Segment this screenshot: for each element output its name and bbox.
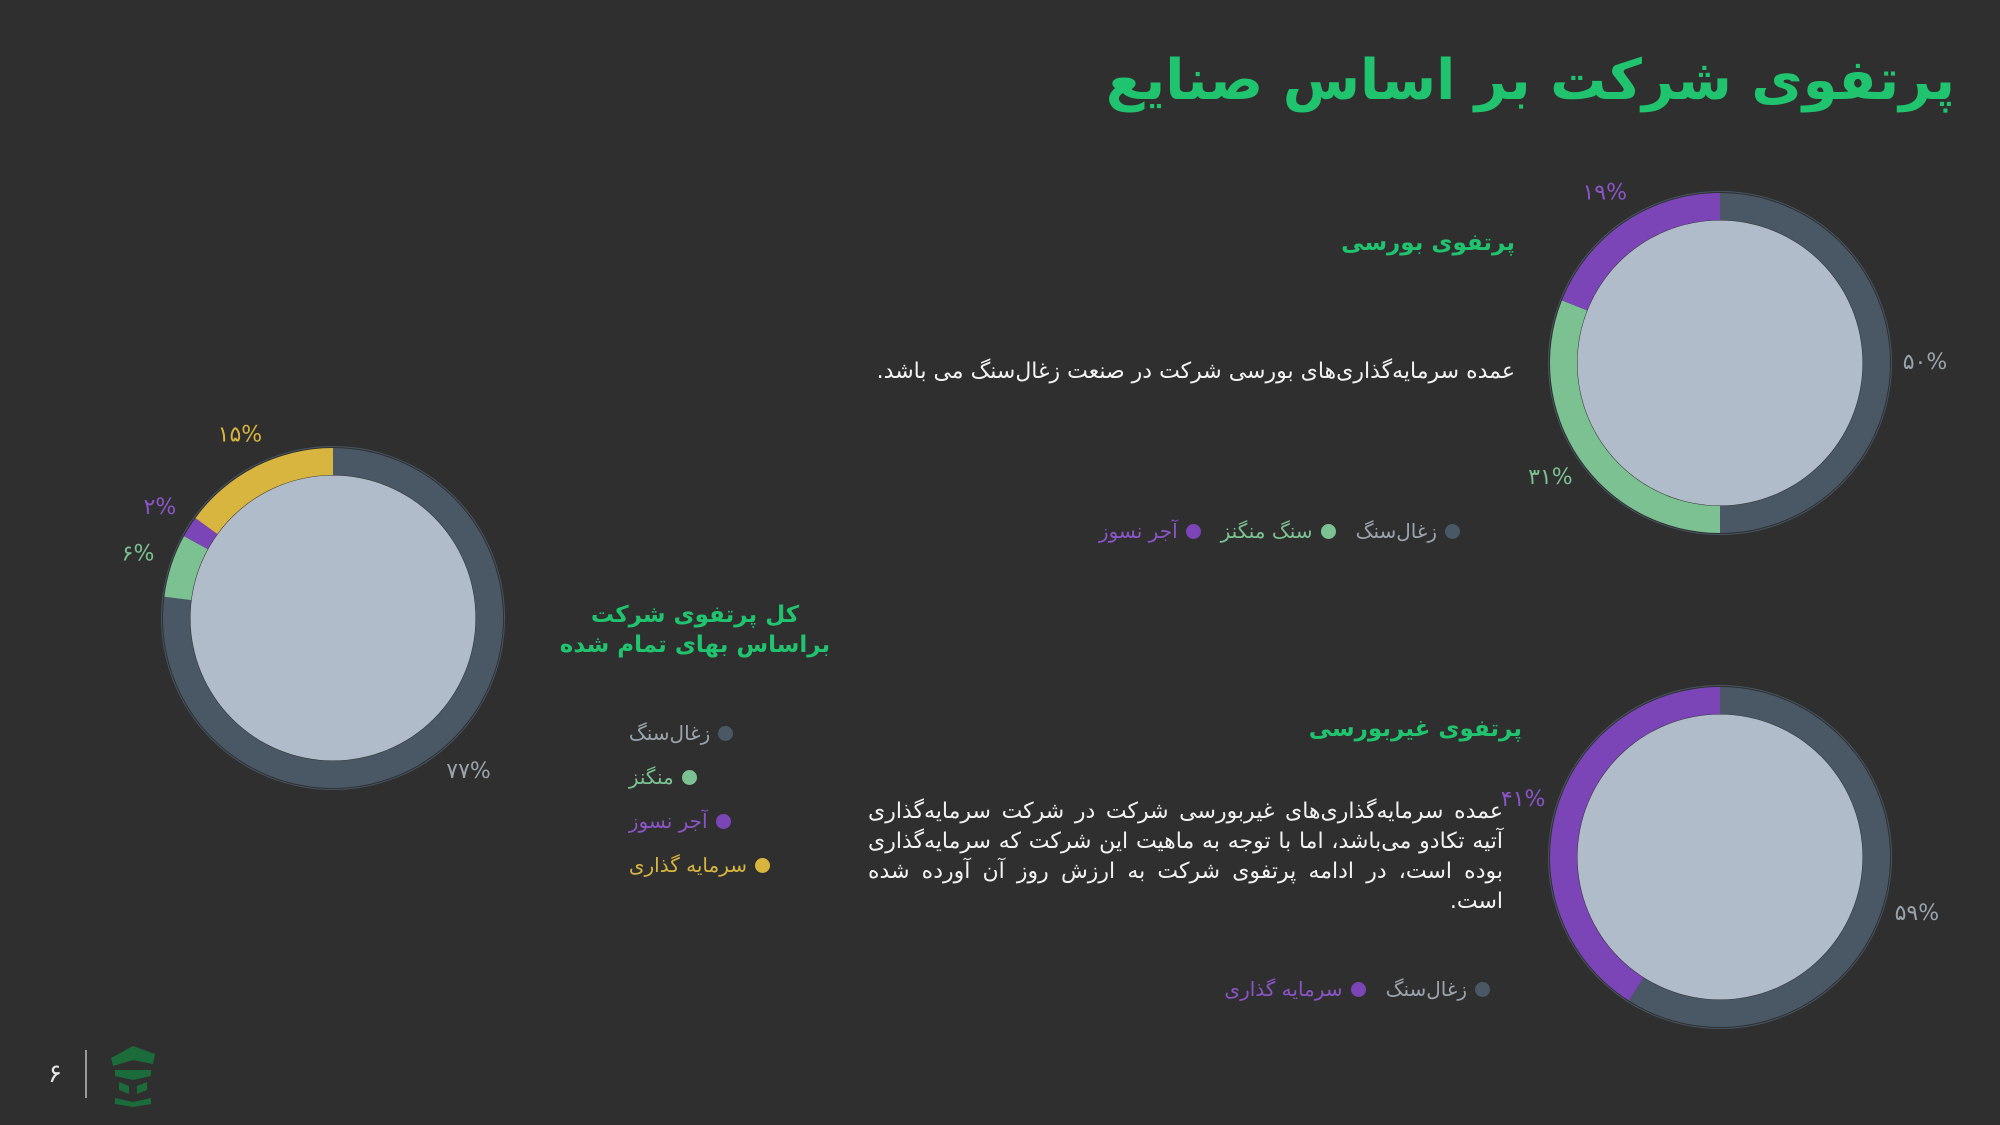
legend-marker-icon [1475, 982, 1490, 997]
donut-data-label-2: ۴۱% [1500, 786, 1546, 812]
legend-marker-icon [718, 726, 733, 741]
legend-label: آجر نسوز [1098, 519, 1178, 543]
donut-data-label-4: ۱۵% [217, 422, 263, 448]
bourse-description: عمده سرمایه‌گذاری‌های بورسی شرکت در صنعت زغال‌سنگ می باشد. [876, 359, 1515, 384]
company-logo-icon [107, 1040, 159, 1108]
total-legend [629, 721, 770, 877]
total-legend-item-2 [629, 765, 697, 789]
footer-divider [85, 1050, 87, 1098]
bourse-legend-item-1 [1356, 519, 1460, 543]
bourse-legend [1099, 519, 1460, 543]
legend-label: زغال‌سنگ [1355, 519, 1437, 543]
non-bourse-description: عمده سرمایه‌گذاری‌های غیربورسی شرکت در شرکت سرمایه‌گذاری آتیه تکادو می‌باشد، اما با توجه به ماهیت این شرکت که سرمایه‌گذاری بوده است، در ادامه پرتفوی شرکت به ارزش روز آن آورده شده است. [868, 799, 1503, 914]
total-legend-item-3 [629, 809, 731, 833]
donut-data-label-2: ۳۱% [1528, 465, 1573, 491]
legend-label: زغال‌سنگ [1385, 977, 1467, 1001]
bourse-portfolio-donut-chart [1520, 180, 1948, 560]
donut-center [1578, 221, 1863, 506]
donut-data-label-1: ۵۰% [1902, 350, 1948, 375]
non-bourse-legend-item-2 [1224, 977, 1365, 1001]
total-legend-item-1 [629, 721, 733, 745]
total-portfolio-donut-chart [100, 410, 560, 810]
legend-label: سرمایه گذاری [628, 853, 747, 877]
non-bourse-legend [1224, 977, 1490, 1001]
donut-data-label-1: ۵۹% [1894, 901, 1940, 927]
legend-marker-icon [1186, 524, 1201, 539]
legend-marker-icon [1321, 524, 1336, 539]
legend-marker-icon [1445, 524, 1460, 539]
donut-center [191, 476, 476, 761]
legend-label: سرمایه گذاری [1224, 977, 1343, 1001]
bourse-legend-item-3 [1099, 519, 1201, 543]
donut-data-label-3: ۲% [143, 495, 177, 521]
legend-label: آجر نسوز [628, 809, 708, 833]
total-legend-item-4 [629, 853, 770, 877]
donut-center [1578, 715, 1863, 1000]
total-section-title: کل پرتفوی شرکت براساس بهای تمام شده [559, 602, 831, 658]
donut-data-label-1: ۷۷% [446, 758, 491, 784]
legend-marker-icon [682, 770, 697, 785]
bourse-legend-item-2 [1221, 519, 1336, 543]
legend-label: زغال‌سنگ [628, 721, 711, 745]
donut-data-label-3: ۱۹% [1582, 180, 1628, 206]
slide-title: پرتفوی شرکت بر اساس صنایع [1105, 48, 1955, 113]
non-bourse-section-title: پرتفوی غیربورسی [1308, 716, 1522, 742]
legend-marker-icon [716, 814, 731, 829]
legend-marker-icon [1351, 982, 1366, 997]
page-number: ۶ [48, 1059, 62, 1089]
donut-data-label-2: ۶% [121, 541, 155, 567]
non-bourse-portfolio-donut-chart [1500, 670, 1940, 1050]
legend-label: منگنز [628, 765, 674, 789]
non-bourse-legend-item-1 [1386, 977, 1490, 1001]
bourse-section-title: پرتفوی بورسی [1341, 230, 1515, 256]
legend-label: سنگ منگنز [1220, 519, 1313, 543]
footer [45, 1040, 159, 1108]
legend-marker-icon [755, 858, 770, 873]
